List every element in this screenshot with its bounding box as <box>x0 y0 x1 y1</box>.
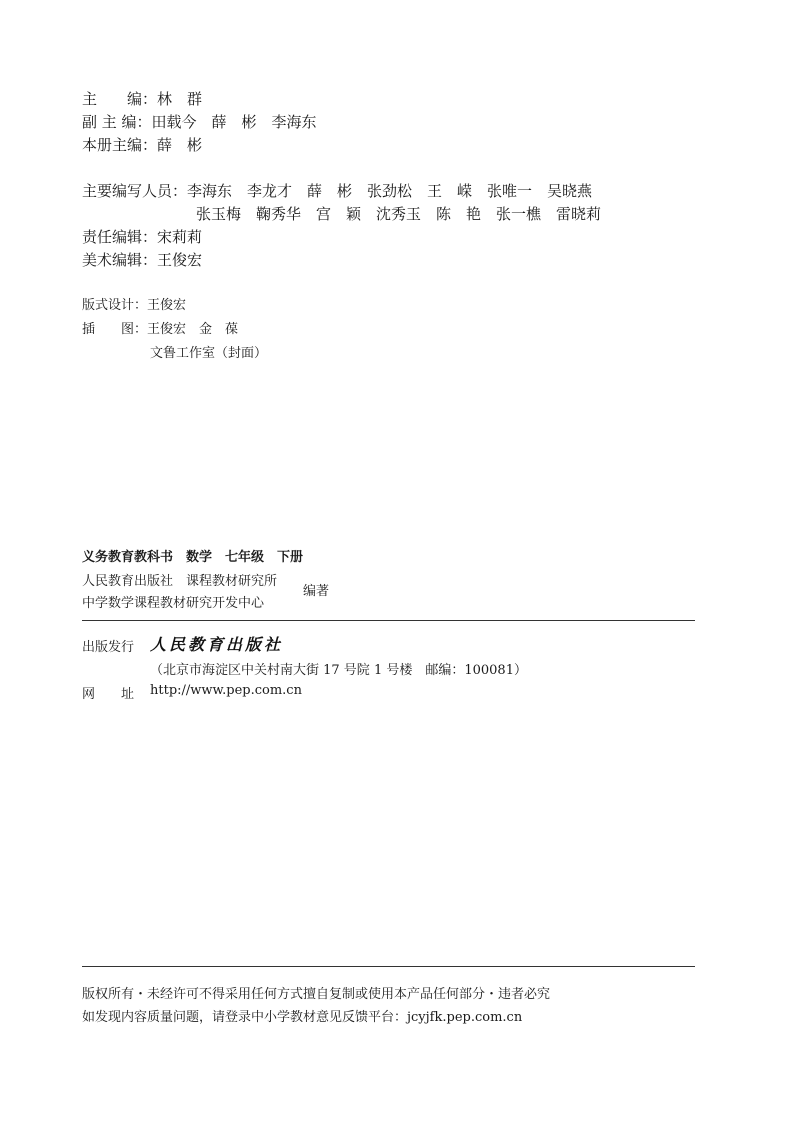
website-link[interactable]: http://www.pep.com.cn <box>150 683 302 698</box>
book-title: 义务教育教科书 数学 七年级 下册 <box>82 550 304 565</box>
website-label: 网 址 <box>82 687 135 702</box>
layout-design-line <box>82 294 186 313</box>
compiled-label: 编著 <box>303 584 330 599</box>
copyright-notice: 版权所有・未经许可不得采用任何方式擅自复制或使用本产品任何部分・违者必究 <box>82 987 551 1002</box>
publisher-line-2: 中学数学课程教材研究开发中心 <box>82 596 265 611</box>
deputy-editor-label: 副 主 编： <box>82 113 152 131</box>
illustrators: 王俊宏 金 葆 <box>147 322 239 337</box>
feedback-notice: 如发现内容质量问题，请登录中小学教材意见反馈平台：jcyjfk.pep.com.cn <box>82 1010 523 1025</box>
main-writers-line <box>82 180 592 201</box>
divider-bottom <box>82 966 695 967</box>
art-editor-name: 王俊宏 <box>157 251 203 269</box>
chief-editor-line <box>82 88 202 109</box>
responsible-editor-line <box>82 226 202 247</box>
main-writers-label: 主要编写人员： <box>82 182 188 200</box>
main-writers-row-1: 李海东 李龙才 薛 彬 张劲松 王 嵘 张唯一 吴晓燕 <box>187 182 593 200</box>
layout-design-label: 版式设计： <box>82 298 148 313</box>
layout-designer: 王俊宏 <box>147 298 187 313</box>
cover-designer: 文鲁工作室（封面） <box>150 346 268 361</box>
publish-label: 出版发行 <box>82 640 135 655</box>
publisher-line-1: 人民教育出版社 课程教材研究所 <box>82 574 278 589</box>
responsible-editor-label: 责任编辑： <box>82 228 158 246</box>
chief-editor-name: 林 群 <box>157 90 203 108</box>
illustration-line <box>82 318 238 337</box>
art-editor-label: 美术编辑： <box>82 251 158 269</box>
volume-editor-label: 本册主编： <box>82 136 158 154</box>
volume-editor-line <box>82 134 202 155</box>
publisher-address: （北京市海淀区中关村南大街 17 号院 1 号楼 邮编：100081） <box>150 663 527 678</box>
deputy-editor-line <box>82 111 317 132</box>
deputy-editor-names: 田载今 薛 彬 李海东 <box>151 113 317 131</box>
responsible-editor-name: 宋莉莉 <box>157 228 203 246</box>
divider-top <box>82 620 695 621</box>
volume-editor-name: 薛 彬 <box>157 136 203 154</box>
chief-editor-label: 主 编： <box>82 90 158 108</box>
illustration-label: 插 图： <box>82 322 148 337</box>
publisher-logo: 人民教育出版社 <box>150 635 284 654</box>
main-writers-row-2: 张玉梅 鞠秀华 宫 颖 沈秀玉 陈 艳 张一樵 雷晓莉 <box>196 205 602 223</box>
art-editor-line <box>82 249 202 270</box>
